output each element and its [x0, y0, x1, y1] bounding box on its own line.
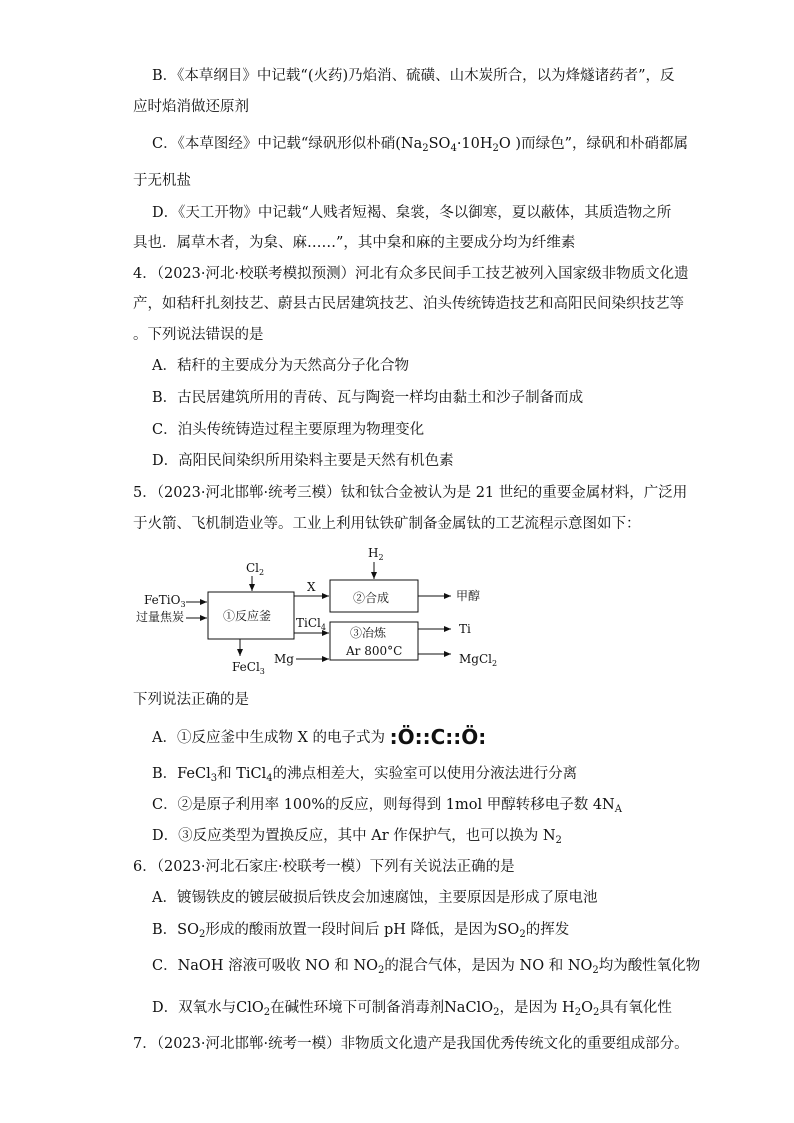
- q3-option-c-line1: C．《本草图经》中记载“绿矾形似朴硝($Na_2SO_4\cdot 10H_2O$ )而绿色”，绿矾和朴硝都属: [152, 136, 688, 154]
- q5-stem-line1: 5．（2023·河北邯郸·统考三模）钛和钛合金被认为是 21 世纪的重要金属材料，广泛用: [133, 485, 688, 501]
- mg-label: Mg: [274, 652, 294, 666]
- ticl4-label: TiCl$_4$: [296, 616, 326, 632]
- q6-stem: 6．（2023·河北石家庄·校联考一模）下列有关说法正确的是: [133, 859, 515, 875]
- synthesis-label: ②合成: [353, 591, 390, 605]
- q6-option-d: D．双氧水与ClO$_2$在碱性环境下可制备消毒剂NaClO$_2$，是因为 $H_2O_2$具有氧化性: [152, 1000, 672, 1018]
- q4-option-c: C．泊头传统铸造过程主要原理为物理变化: [152, 422, 425, 438]
- x-label: X: [307, 580, 316, 594]
- h2-label: $H_2$: [368, 546, 384, 562]
- q6-option-c: C．NaOH 溶液可吸收 NO 和 $NO_2$的混合气体，是因为 NO 和 $NO_2$均为酸性氧化物: [152, 958, 701, 976]
- q4-stem-line3: 。下列说法错误的是: [133, 327, 264, 343]
- ti-label: Ti: [459, 622, 471, 636]
- q3-option-d-line2: 具也．属草木者，为枲、麻……”，其中枲和麻的主要成分均为纤维素: [133, 235, 576, 251]
- titanium-process-flowchart: [128, 540, 528, 680]
- q4-option-b: B．古民居建筑所用的青砖、瓦与陶瓷一样均由黏土和沙子制备而成: [152, 390, 584, 406]
- fetio3-label: FeTiO$_3$: [144, 593, 186, 609]
- reactor-label: ①反应釜: [223, 609, 272, 623]
- q5-option-d: D．③反应类型为置换反应，其中 Ar 作保护气，也可以换为 $N_2$: [152, 828, 562, 846]
- q3-option-c-line2: 于无机盐: [133, 173, 191, 189]
- coke-label: 过量焦炭: [136, 610, 185, 624]
- q4-option-a: A．秸秆的主要成分为天然高分子化合物: [152, 358, 409, 374]
- q5-prompt: 下列说法正确的是: [133, 692, 249, 708]
- cl2-label: $Cl_2$: [246, 561, 265, 577]
- smelting-label: ③冶炼: [350, 626, 387, 640]
- q5-option-a: A．①反应釜中生成物 X 的电子式为 :Ö::C::Ö:: [152, 725, 487, 749]
- methanol-label: 甲醇: [456, 589, 481, 603]
- q3-option-b-line1: B．《本草纲目》中记载“(火药)乃焰消、硫磺、山木炭所合，以为烽燧诸药者”，反: [152, 68, 675, 84]
- q6-option-b: B．$SO_2$形成的酸雨放置一段时间后 pH 降低，是因为$SO_2$的挥发: [152, 922, 570, 940]
- q6-option-a: A．镀锡铁皮的镀层破损后铁皮会加速腐蚀，主要原因是形成了原电池: [152, 890, 598, 906]
- q4-option-d: D．高阳民间染织所用染料主要是天然有机色素: [152, 453, 454, 469]
- co2-lewis-structure: :Ö::C::Ö:: [389, 725, 487, 749]
- q5-option-b: B．FeCl$_3$和 TiCl$_4$的沸点相差大，实验室可以使用分液法进行分离: [152, 766, 578, 784]
- fecl3-label: FeCl$_3$: [232, 660, 265, 676]
- q7-stem: 7．（2023·河北邯郸·统考一模）非物质文化遗产是我国优秀传统文化的重要组成部分。: [133, 1036, 689, 1052]
- q3-option-b-line2: 应时焰消做还原剂: [133, 99, 249, 115]
- ar-condition-label: Ar 800°C: [346, 644, 403, 658]
- q5-option-c: C．②是原子利用率 100%的反应，则每得到 1mol 甲醇转移电子数 $4N_A$: [152, 797, 622, 815]
- mgcl2-label: MgCl$_2$: [459, 652, 498, 668]
- q5-stem-line2: 于火箭、飞机制造业等。工业上利用钛铁矿制备金属钛的工艺流程示意图如下：: [133, 516, 641, 532]
- q4-stem-line2: 产，如秸秆扎刻技艺、蔚县古民居建筑技艺、泊头传统铸造技艺和高阳民间染织技艺等: [133, 296, 684, 312]
- q3-option-d-line1: D．《天工开物》中记载“人贱者短褐、枲裳，冬以御寒，夏以蔽体，其质造物之所: [152, 205, 672, 221]
- q4-stem-line1: 4．（2023·河北·校联考模拟预测）河北有众多民间手工技艺被列入国家级非物质文化遗: [133, 266, 689, 282]
